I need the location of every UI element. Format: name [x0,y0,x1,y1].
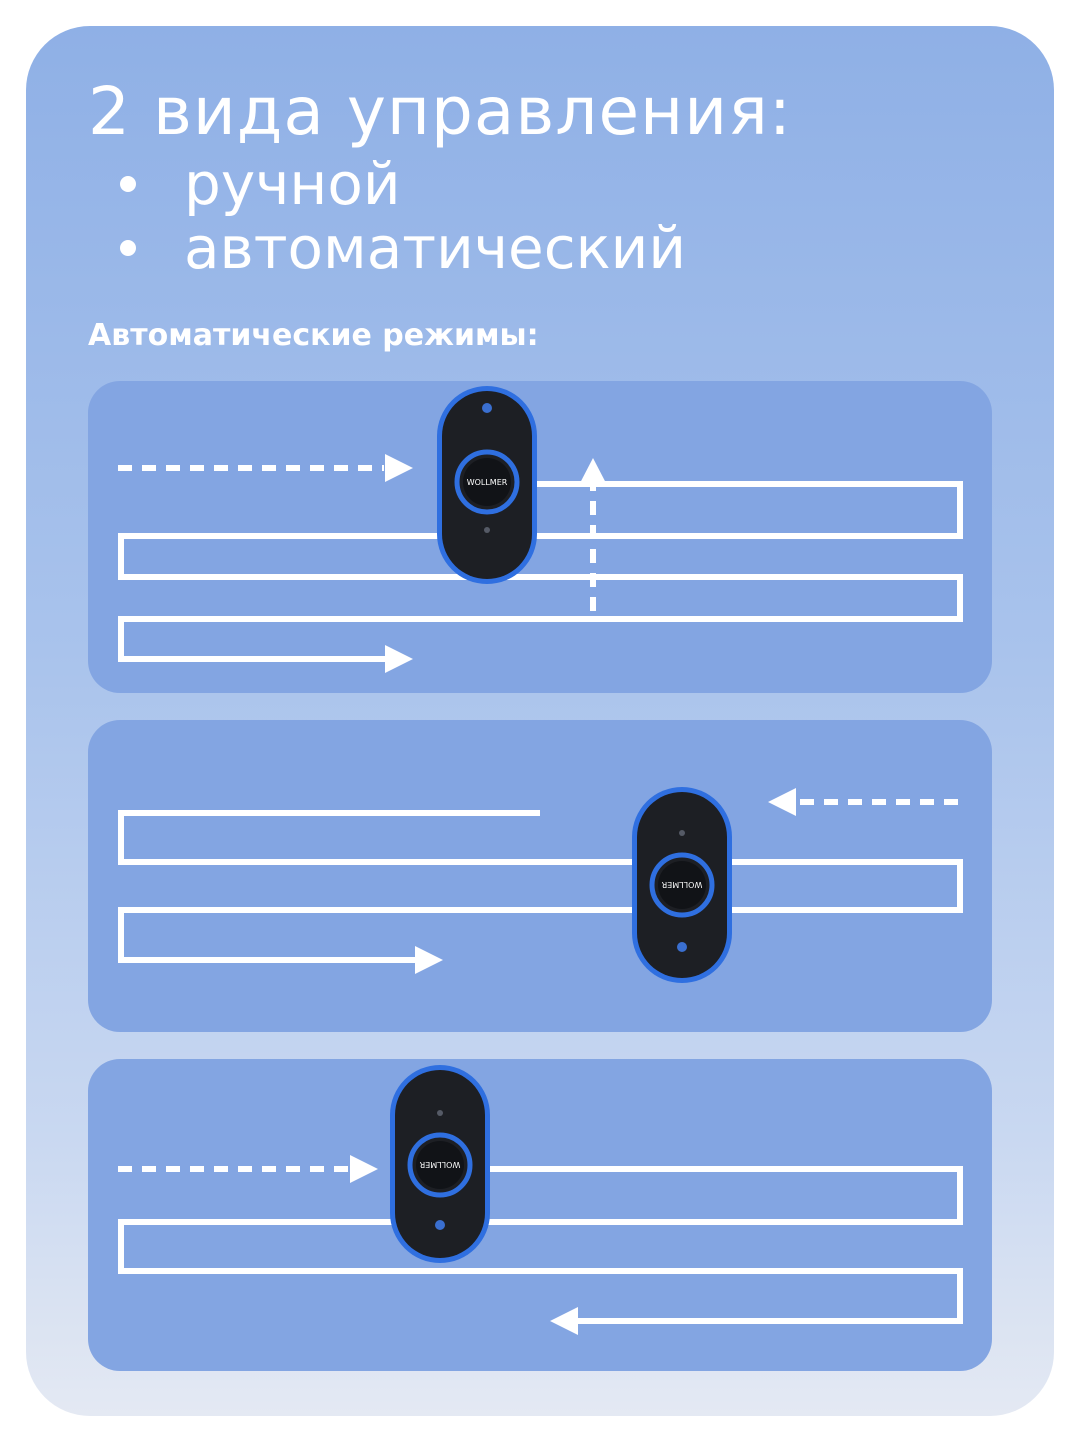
window-robot [390,1065,490,1263]
control-type-label: автоматический [184,214,687,282]
arrow-head-icon [550,1307,578,1335]
mode-panel-3 [88,1059,992,1371]
mode-panel-1 [88,381,992,693]
cleaning-path [121,1169,960,1321]
cleaning-path [121,813,960,960]
robot-logo-text: WOLLMER [419,1160,461,1169]
control-type-manual [120,152,686,216]
page-title: 2 вида управления: [88,73,793,150]
window-robot [632,787,732,983]
robot-logo-text: WOLLMER [466,478,508,487]
bullet-dot-icon [120,240,136,256]
arrow-head-icon [385,645,413,673]
arrow-head-icon [415,946,443,974]
arrow-head-icon [385,454,413,482]
robot-logo-text: WOLLMER [661,880,703,889]
bullet-dot-icon [120,176,136,192]
cleaning-path [121,484,960,659]
control-type-automatic [120,216,686,280]
window-robot [437,386,537,584]
control-types-list [120,152,686,280]
arrow-head-icon [350,1155,378,1183]
control-type-label: ручной [184,150,401,218]
mode-panel-2 [88,720,992,1032]
arrow-head-icon [768,788,796,816]
section-subtitle: Автоматические режимы: [88,318,539,353]
arrow-head-icon [579,458,607,485]
